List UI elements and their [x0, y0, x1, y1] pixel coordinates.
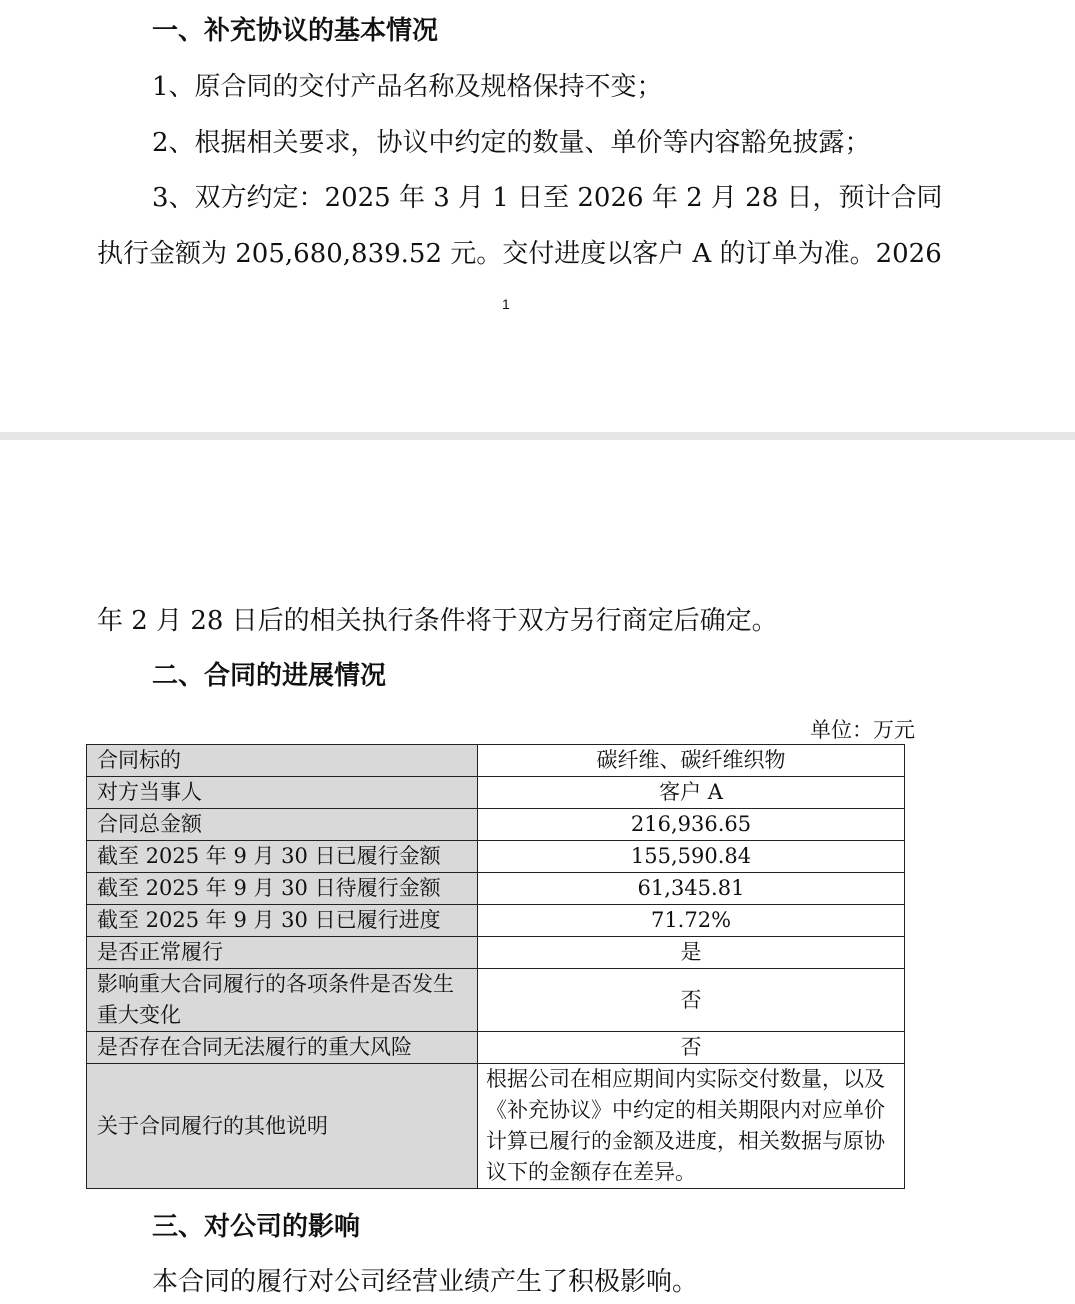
table-row [87, 745, 905, 777]
table-row [87, 937, 905, 969]
table-label-cell: 合同总金额 [87, 809, 478, 841]
section-3-heading: 三、对公司的影响 [152, 1212, 361, 1242]
table-row [87, 969, 905, 1032]
table-value-cell: 根据公司在相应期间内实际交付数量，以及《补充协议》中约定的相关期限内对应单价计算已履行的金额及进度，相关数据与原协议下的金额存在差异。 [478, 1064, 905, 1189]
page-separator [0, 432, 1075, 440]
table-label-cell: 合同标的 [87, 745, 478, 777]
table-row [87, 873, 905, 905]
table-row [87, 1032, 905, 1064]
continued-line: 年 2 月 28 日后的相关执行条件将于双方另行商定后确定。 [97, 606, 778, 636]
table-label-cell: 截至 2025 年 9 月 30 日已履行金额 [87, 841, 478, 873]
table-value-cell: 155,590.84 [478, 841, 905, 873]
table-value-cell: 碳纤维、碳纤维织物 [478, 745, 905, 777]
table-label-cell: 关于合同履行的其他说明 [87, 1064, 478, 1189]
table-label-cell: 截至 2025 年 9 月 30 日待履行金额 [87, 873, 478, 905]
page-number: 1 [502, 296, 510, 312]
paragraph-line-3b: 执行金额为 205,680,839.52 元。交付进度以客户 A 的订单为准。2026 [97, 239, 942, 269]
table-value-cell: 71.72% [478, 905, 905, 937]
section-2-heading: 二、合同的进展情况 [152, 661, 387, 691]
table-value-cell: 216,936.65 [478, 809, 905, 841]
table-label-cell: 影响重大合同履行的各项条件是否发生重大变化 [87, 969, 478, 1032]
table-value-cell: 否 [478, 969, 905, 1032]
table-value-cell: 是 [478, 937, 905, 969]
section-3-text: 本合同的履行对公司经营业绩产生了积极影响。 [152, 1267, 699, 1297]
table-row [87, 841, 905, 873]
paragraph-line-2: 2、根据相关要求，协议中约定的数量、单价等内容豁免披露； [152, 128, 871, 158]
table-label-cell: 对方当事人 [87, 777, 478, 809]
table-label-cell: 是否正常履行 [87, 937, 478, 969]
table-row [87, 1064, 905, 1189]
table-value-cell: 客户 A [478, 777, 905, 809]
table-row [87, 777, 905, 809]
table-row [87, 905, 905, 937]
table-row [87, 809, 905, 841]
table-value-cell: 否 [478, 1032, 905, 1064]
table-value-cell: 61,345.81 [478, 873, 905, 905]
unit-label: 单位：万元 [810, 718, 915, 742]
paragraph-line-3a: 3、双方约定：2025 年 3 月 1 日至 2026 年 2 月 28 日，预计合同 [152, 183, 943, 213]
contract-progress-table [86, 744, 905, 1189]
paragraph-line-1: 1、原合同的交付产品名称及规格保持不变； [152, 72, 663, 102]
table-label-cell: 截至 2025 年 9 月 30 日已履行进度 [87, 905, 478, 937]
table-label-cell: 是否存在合同无法履行的重大风险 [87, 1032, 478, 1064]
section-1-heading: 一、补充协议的基本情况 [152, 16, 439, 46]
